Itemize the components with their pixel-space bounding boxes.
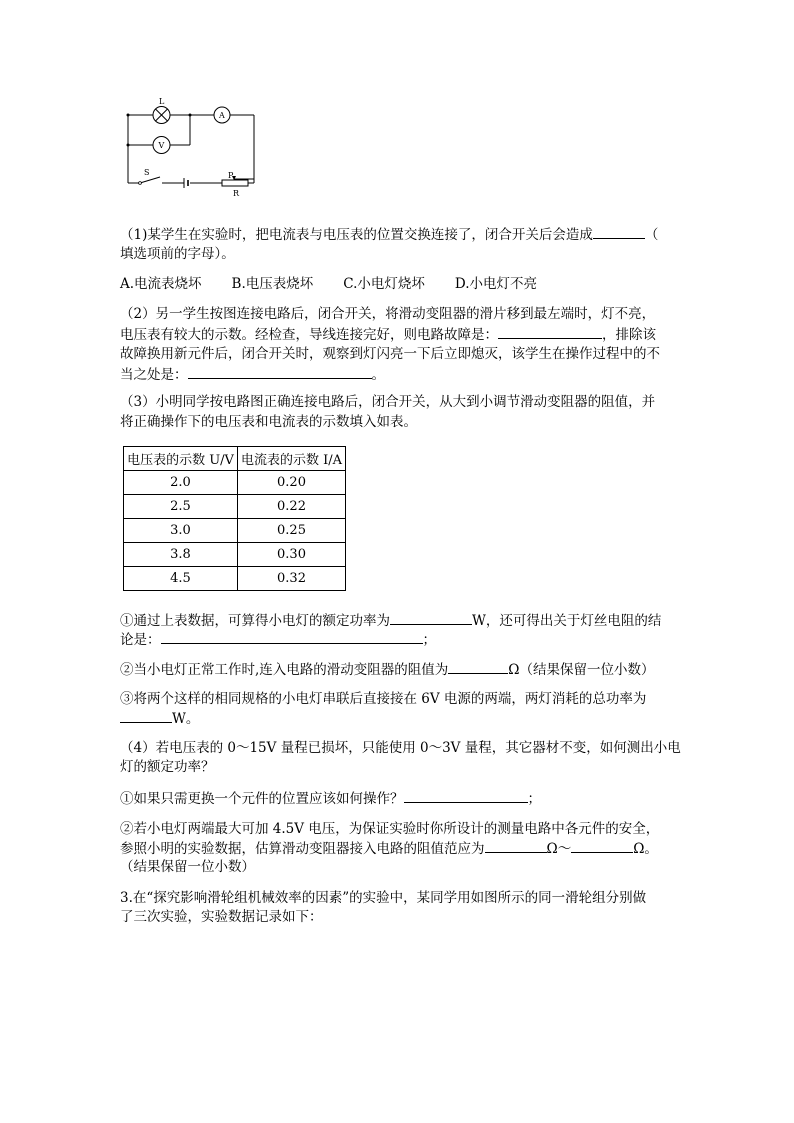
- q1-line2: 填选项前的字母）。: [120, 246, 235, 262]
- switch-label: S: [144, 168, 150, 177]
- rheostat-icon: [222, 176, 248, 186]
- table-cell: 3.8: [124, 543, 238, 567]
- q1-answer-blank[interactable]: [593, 224, 645, 239]
- q4-sub1: ①如果只需更换一个元件的位置应该如何操作？ ；: [120, 788, 680, 810]
- option-a: A.电流表烧坏: [120, 276, 202, 292]
- option-d: D.小电灯不亮: [454, 276, 538, 292]
- q2-mistake-blank[interactable]: [188, 364, 372, 379]
- table-row: [124, 567, 346, 591]
- min-resistance-blank[interactable]: [485, 838, 547, 853]
- table-cell: 2.5: [124, 495, 238, 519]
- battery-icon: [182, 178, 188, 188]
- sub3-line1: ③将两个这样的相同规格的小电灯串联后直接接在 6V 电源的两端，两灯消耗的总功率为: [120, 691, 647, 707]
- table-row: [124, 543, 346, 567]
- table-cell: 0.32: [238, 567, 346, 591]
- q3-next-line1: 3.在“探究影响滑轮组机械效率的因素”的实验中，某同学用如图所示的同一滑轮组分别做: [120, 890, 647, 906]
- lamp-icon: [153, 107, 170, 124]
- rheostat-label: R: [233, 189, 240, 198]
- rheostat-resistance-blank[interactable]: [448, 659, 508, 674]
- q4-sub2-line2: 参照小明的实验数据，估算滑动变阻器接入电路的阻值范应为 Ω～ Ω。: [120, 838, 680, 860]
- q4-sub2-line1: ②若小电灯两端最大可加 4.5V 电压，为保证实验时你所设计的测量电路中各元件的安全，: [120, 821, 660, 837]
- sub1-line2: 论是： ；: [120, 629, 680, 651]
- table-cell: 0.25: [238, 519, 346, 543]
- option-c: C.小电灯烧坏: [343, 276, 425, 292]
- table-row: [124, 471, 346, 495]
- q2-line1: （2）另一学生按图连接电路后，闭合开关，将滑动变阻器的滑片移到最左端时，灯不亮，: [120, 306, 656, 322]
- junction-dot: [127, 144, 130, 147]
- circuit-diagram: [118, 95, 258, 205]
- resistance-conclusion-blank[interactable]: [161, 629, 423, 644]
- q4-line2: 灯的额定功率？: [120, 759, 215, 775]
- table-cell: 0.20: [238, 471, 346, 495]
- lamp-label: L: [159, 97, 165, 106]
- q1-options: [120, 274, 680, 295]
- table-header: 电压表的示数 U/V: [124, 447, 238, 471]
- sub2-line: ②当小电灯正常工作时,连入电路的滑动变阻器的阻值为 Ω（结果保留一位小数）: [120, 659, 680, 681]
- voltmeter-label: V: [158, 141, 165, 150]
- table-cell: 0.30: [238, 543, 346, 567]
- table-header-row: [124, 447, 346, 471]
- switch-icon: [139, 182, 142, 185]
- table-cell: 4.5: [124, 567, 238, 591]
- option-b: B.电压表烧坏: [231, 276, 314, 292]
- q4-line1: （4）若电压表的 0～15V 量程已损坏，只能使用 0～3V 量程，其它器材不变，如何测出小电: [120, 740, 681, 756]
- table-cell: 2.0: [124, 471, 238, 495]
- q2-line2: 电压表有较大的示数。经检查，导线连接完好，则电路故障是： ，排除该: [120, 324, 680, 346]
- rated-power-blank[interactable]: [390, 610, 472, 625]
- table-cell: 3.0: [124, 519, 238, 543]
- sub3-line2: W。: [120, 708, 680, 730]
- q4-sub2-line3: （结果保留一位小数）: [120, 859, 255, 875]
- ammeter-label: A: [219, 111, 225, 120]
- q3-line2: 将正确操作下的电压表和电流表的示数填入如表。: [120, 414, 417, 430]
- sub1-line1: ①通过上表数据，可算得小电灯的额定功率为 W，还可得出关于灯丝电阻的结: [120, 610, 680, 632]
- total-power-blank[interactable]: [120, 708, 172, 723]
- q2-line4: 当之处是： 。: [120, 364, 680, 386]
- q2-line3: 故障换用新元件后，闭合开关时，观察到灯闪亮一下后立即熄灭，该学生在操作过程中的不: [120, 346, 660, 362]
- q3-next-line2: 了三次实验，实验数据记录如下：: [120, 909, 323, 925]
- table-row: [124, 495, 346, 519]
- operation-blank[interactable]: [404, 788, 528, 803]
- data-table: [123, 446, 346, 591]
- q3-line1: （3）小明同学按电路图正确连接电路后，闭合开关，从大到小调节滑动变阻器的阻值，并: [120, 394, 656, 410]
- table-header: 电流表的示数 I/A: [238, 447, 346, 471]
- table-cell: 0.22: [238, 495, 346, 519]
- table-row: [124, 519, 346, 543]
- max-resistance-blank[interactable]: [571, 838, 633, 853]
- q2-fault-blank[interactable]: [498, 324, 602, 339]
- slider-label: P: [228, 171, 234, 180]
- q1-line1: （1)某学生在实验时，把电流表与电压表的位置交换连接了，闭合开关后会造成 （: [120, 224, 680, 246]
